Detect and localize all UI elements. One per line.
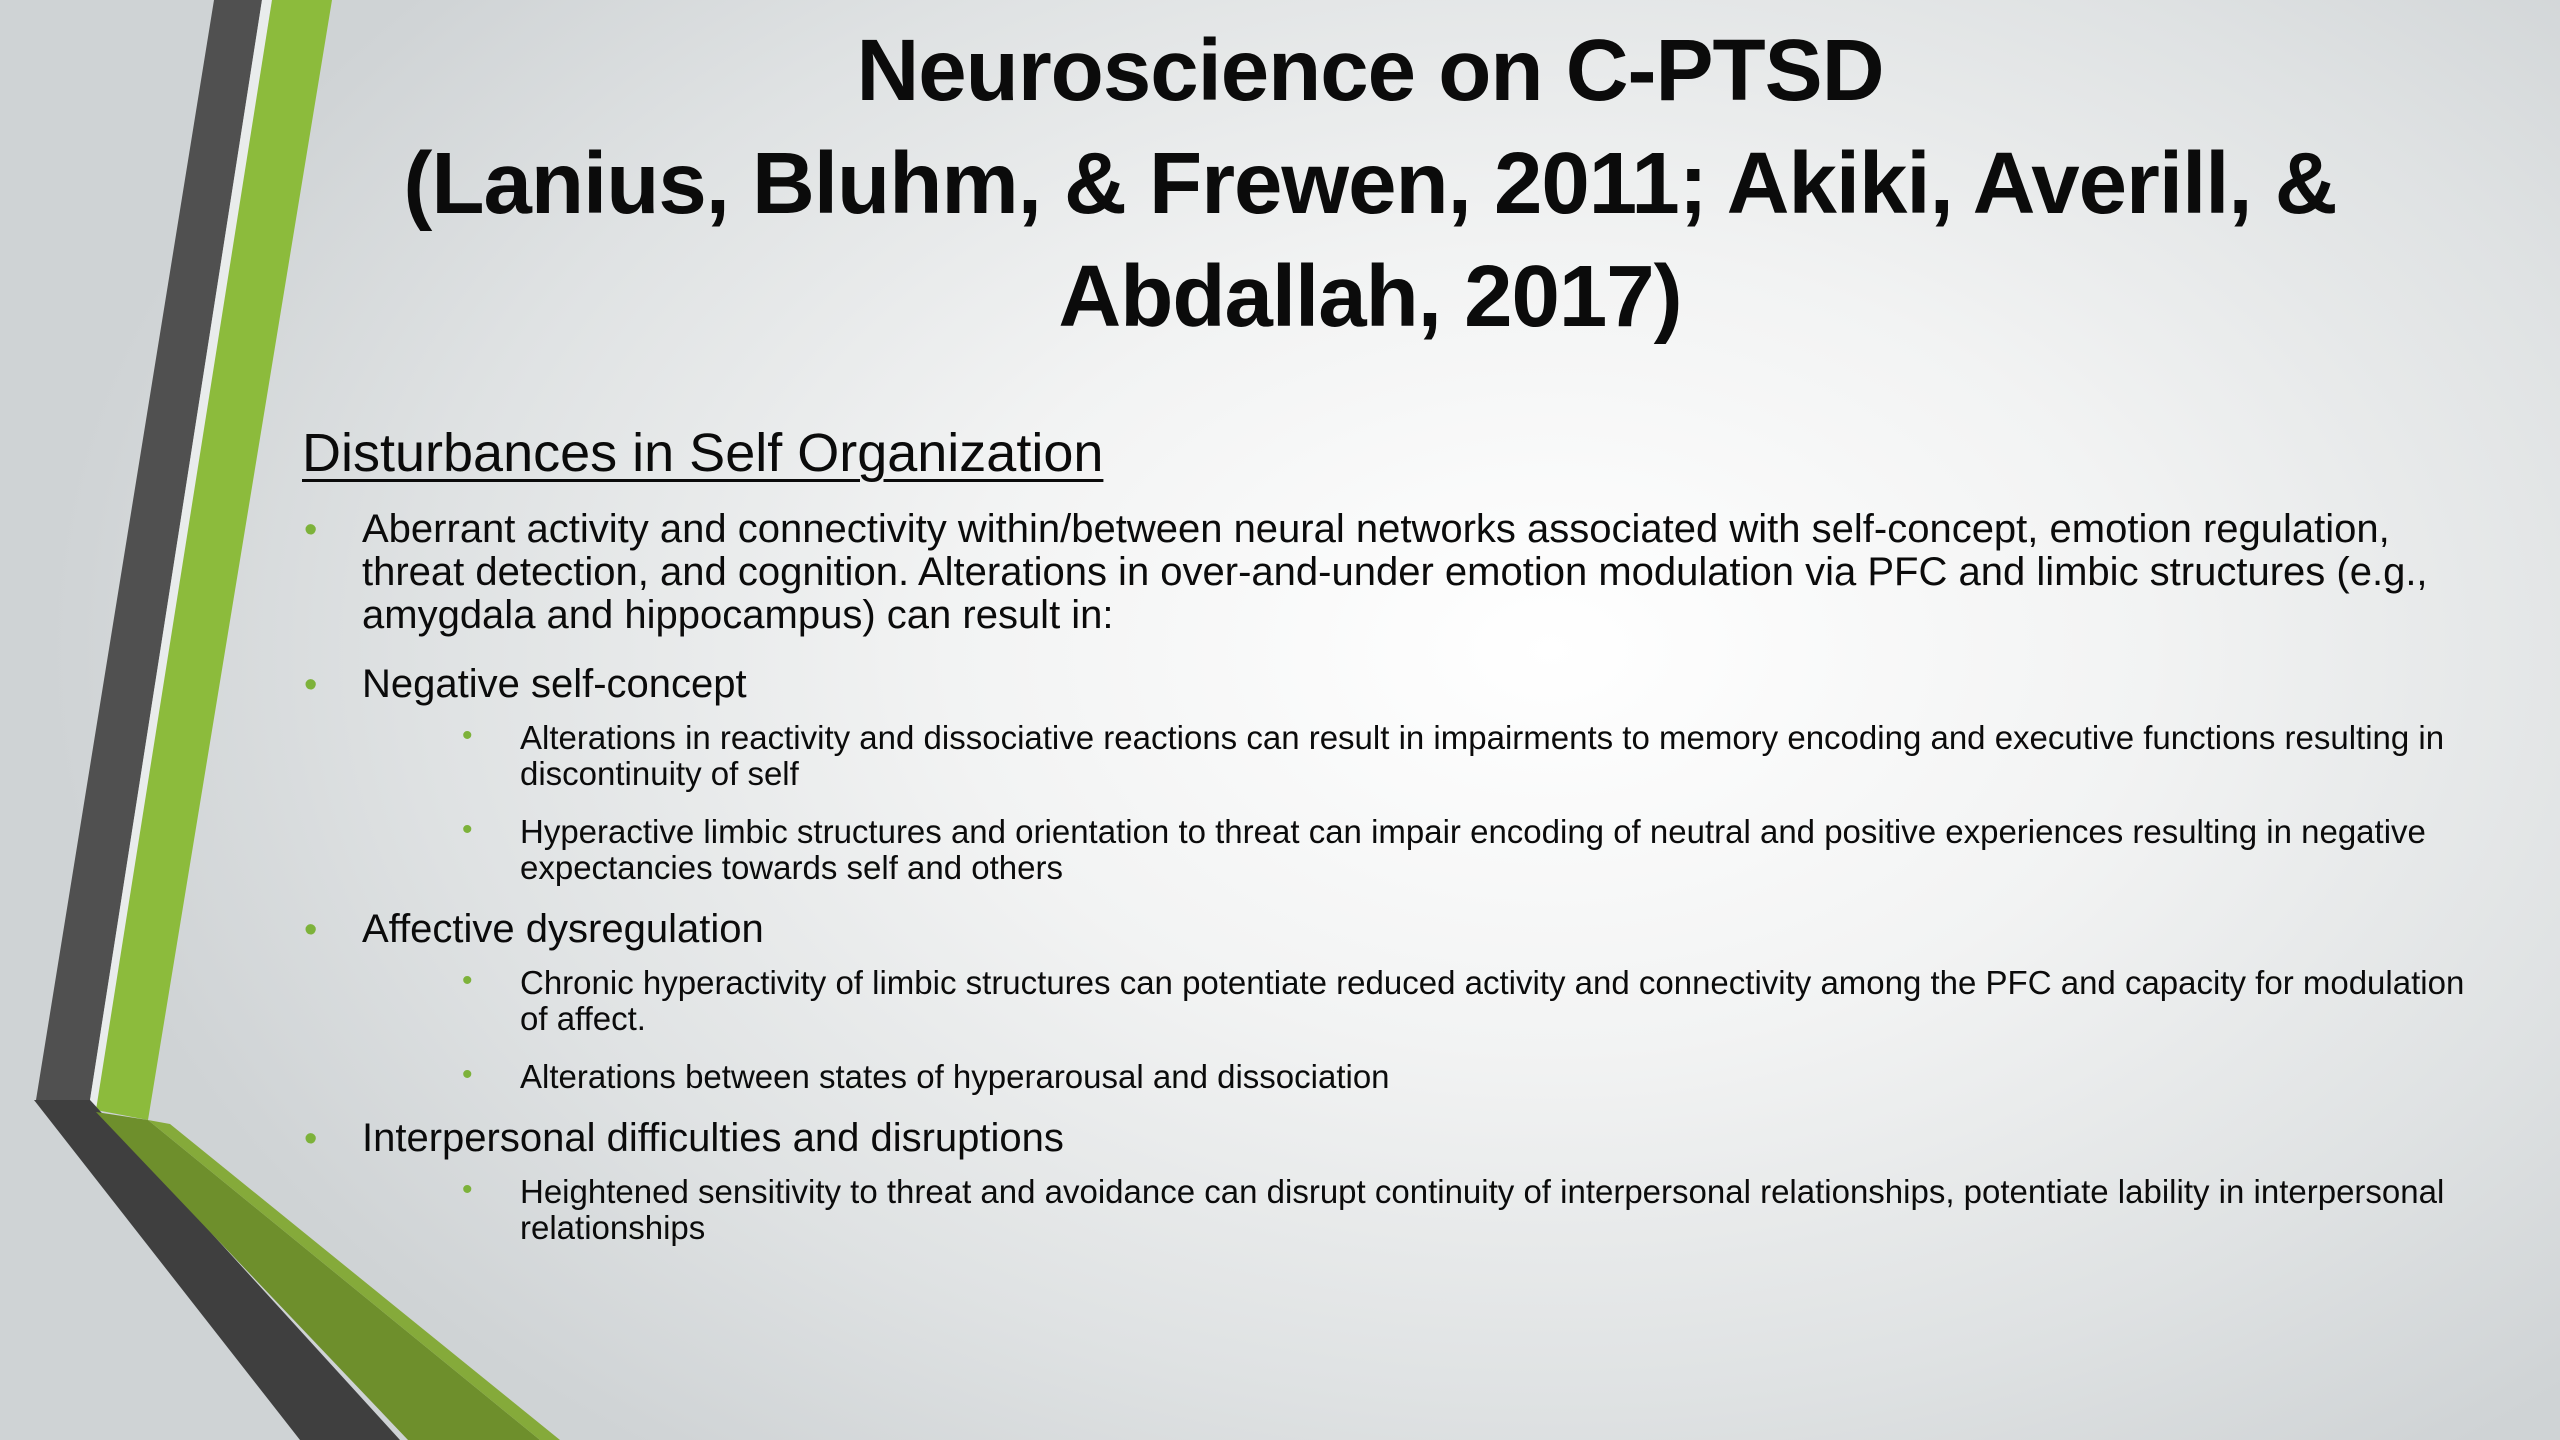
- sub-bullet-dot: •: [462, 1173, 473, 1206]
- bullet-text: Affective dysregulation: [362, 907, 764, 951]
- bullet-dot: •: [304, 509, 318, 551]
- bullet-dot: •: [304, 909, 318, 951]
- sub-bullet-text: Alterations in reactivity and dissociative reactions can result in impairments to memory encoding and executive functions resulting in discontinuity of self: [520, 719, 2445, 792]
- bullet-text: Aberrant activity and connectivity within/between neural networks associated with self-concept, emotion regulation, threat detection, and cognition. Alterations in over-and-under emotion modulation via PFC and limbic structures (e.g., amygdala and hippocampus) can result in:: [362, 507, 2428, 637]
- bullet-item: [300, 508, 2500, 637]
- sub-bullet-item: [362, 814, 2500, 886]
- bullet-item: [300, 908, 2500, 1095]
- bullet-dot: •: [304, 1118, 318, 1160]
- title-line-1: Neuroscience on C-PTSD: [856, 22, 1884, 119]
- sub-bullet-item: [362, 1174, 2500, 1246]
- sub-bullet-list: [362, 1174, 2500, 1246]
- bullet-dot: •: [304, 664, 318, 706]
- sub-bullet-item: [362, 720, 2500, 792]
- bullet-list: [300, 508, 2500, 1268]
- slide-title: [340, 14, 2400, 353]
- decor-white-line: [90, 0, 272, 1110]
- sub-bullet-text: Heightened sensitivity to threat and avoidance can disrupt continuity of interpersonal relationships, potentiate lability in interpersonal relationships: [520, 1173, 2445, 1246]
- title-line-3: Abdallah, 2017): [1058, 248, 1682, 345]
- sub-bullet-dot: •: [462, 813, 473, 846]
- sub-bullet-dot: •: [462, 964, 473, 997]
- bullet-text: Interpersonal difficulties and disruptions: [362, 1116, 1064, 1160]
- section-heading: Disturbances in Self Organization: [302, 423, 1104, 483]
- sub-bullet-text: Hyperactive limbic structures and orientation to threat can impair encoding of neutral and positive experiences resulting in negative expectancies towards self and others: [520, 813, 2426, 886]
- sub-bullet-list: [362, 720, 2500, 886]
- sub-bullet-dot: •: [462, 1058, 473, 1091]
- sub-bullet-text: Alterations between states of hyperarousal and dissociation: [520, 1058, 1390, 1095]
- sub-bullet-dot: •: [462, 719, 473, 752]
- title-line-2: (Lanius, Bluhm, & Frewen, 2011; Akiki, Averill, &: [403, 135, 2337, 232]
- bullet-item: [300, 663, 2500, 886]
- bullet-item: [300, 1117, 2500, 1246]
- sub-bullet-list: [362, 965, 2500, 1095]
- sub-bullet-text: Chronic hyperactivity of limbic structures can potentiate reduced activity and connectivity among the PFC and capacity for modulation of affect.: [520, 964, 2465, 1037]
- bullet-text: Negative self-concept: [362, 662, 747, 706]
- sub-bullet-item: [362, 965, 2500, 1037]
- sub-bullet-item: [362, 1059, 2500, 1095]
